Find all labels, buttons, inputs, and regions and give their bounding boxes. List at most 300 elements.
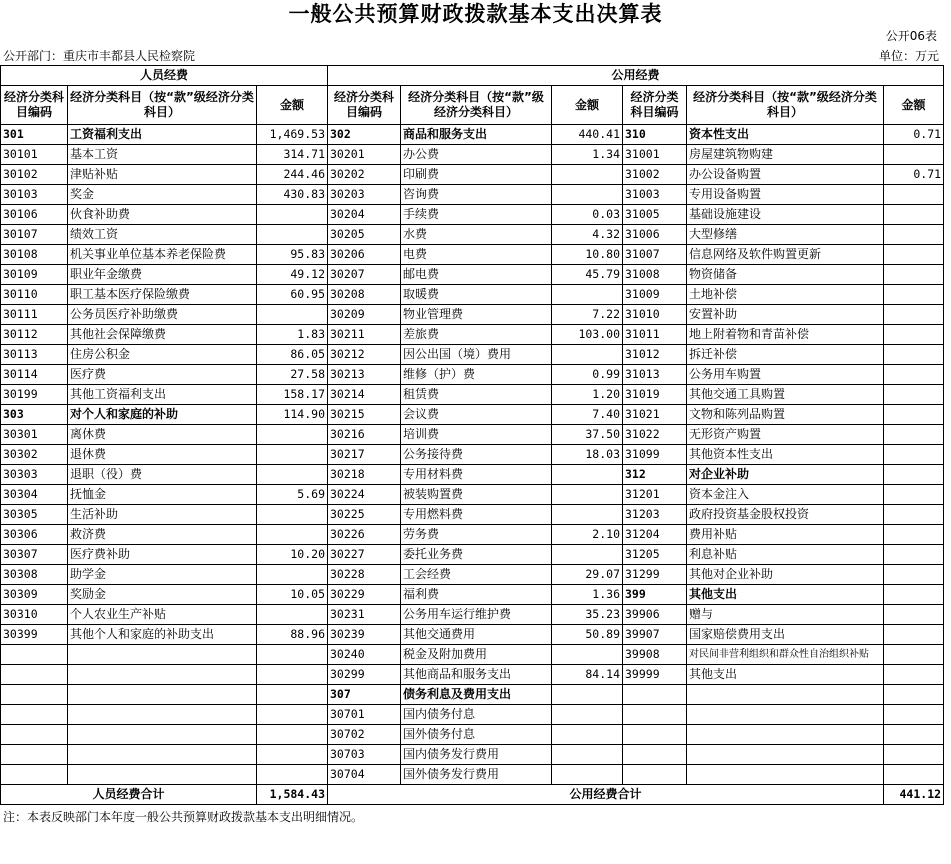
public-a-amount-cell: 1.36	[552, 585, 623, 605]
personnel-code-cell: 30101	[1, 145, 68, 165]
public-b-code-cell: 31010	[623, 305, 687, 325]
public-a-code-cell: 30214	[328, 385, 401, 405]
public-a-amount-cell: 29.07	[552, 565, 623, 585]
header-code: 经济分类科目编码	[623, 86, 687, 125]
personnel-code-cell: 30310	[1, 605, 68, 625]
table-row	[1, 365, 944, 385]
public-b-name-cell	[687, 705, 884, 725]
public-b-name-cell: 专用设备购置	[687, 185, 884, 205]
public-b-code-cell: 31022	[623, 425, 687, 445]
table-row	[1, 405, 944, 425]
public-a-name-cell: 公务用车运行维护费	[401, 605, 552, 625]
public-a-name-cell: 国内债务付息	[401, 705, 552, 725]
public-a-code-cell: 30703	[328, 745, 401, 765]
public-b-name-cell: 物资储备	[687, 265, 884, 285]
table-row	[1, 465, 944, 485]
personnel-code-cell: 30307	[1, 545, 68, 565]
public-b-code-cell	[623, 745, 687, 765]
personnel-amount-cell	[257, 465, 328, 485]
totals-row	[1, 785, 944, 805]
personnel-amount-cell	[257, 505, 328, 525]
public-b-amount-cell	[884, 405, 944, 425]
public-a-amount-cell	[552, 185, 623, 205]
personnel-code-cell: 30107	[1, 225, 68, 245]
public-a-amount-cell: 4.32	[552, 225, 623, 245]
personnel-amount-cell	[257, 205, 328, 225]
public-a-amount-cell	[552, 745, 623, 765]
public-b-amount-cell	[884, 445, 944, 465]
public-a-name-cell: 会议费	[401, 405, 552, 425]
personnel-amount-cell: 27.58	[257, 365, 328, 385]
public-a-name-cell: 维修（护）费	[401, 365, 552, 385]
personnel-name-cell: 抚恤金	[68, 485, 257, 505]
table-row	[1, 565, 944, 585]
public-a-name-cell: 国外债务付息	[401, 725, 552, 745]
public-a-name-cell: 委托业务费	[401, 545, 552, 565]
header-code: 经济分类科目编码	[1, 86, 68, 125]
table-row	[1, 665, 944, 685]
personnel-name-cell: 伙食补助费	[68, 205, 257, 225]
table-row	[1, 765, 944, 785]
public-a-name-cell: 商品和服务支出	[401, 125, 552, 145]
personnel-name-cell: 工资福利支出	[68, 125, 257, 145]
public-a-code-cell: 30204	[328, 205, 401, 225]
public-b-code-cell: 39906	[623, 605, 687, 625]
public-b-code-cell: 31019	[623, 385, 687, 405]
public-b-code-cell: 31009	[623, 285, 687, 305]
public-b-amount-cell	[884, 745, 944, 765]
public-a-name-cell: 培训费	[401, 425, 552, 445]
header-name: 经济分类科目（按“款”级经济分类科目）	[68, 86, 257, 125]
personnel-code-cell: 30110	[1, 285, 68, 305]
table-row	[1, 305, 944, 325]
personnel-code-cell: 30108	[1, 245, 68, 265]
public-a-code-cell: 30216	[328, 425, 401, 445]
public-b-amount-cell	[884, 705, 944, 725]
public-b-amount-cell	[884, 345, 944, 365]
public-b-amount-cell	[884, 385, 944, 405]
public-a-name-cell: 邮电费	[401, 265, 552, 285]
personnel-amount-cell	[257, 745, 328, 765]
expenditure-table	[0, 65, 944, 805]
public-b-code-cell: 312	[623, 465, 687, 485]
public-b-name-cell: 其他交通工具购置	[687, 385, 884, 405]
table-row	[1, 545, 944, 565]
public-b-name-cell: 资本金注入	[687, 485, 884, 505]
public-b-amount-cell	[884, 465, 944, 485]
personnel-code-cell: 30399	[1, 625, 68, 645]
public-b-amount-cell	[884, 645, 944, 665]
public-a-code-cell: 30701	[328, 705, 401, 725]
personnel-amount-cell	[257, 725, 328, 745]
public-b-name-cell	[687, 725, 884, 745]
public-b-amount-cell	[884, 225, 944, 245]
personnel-name-cell: 退职（役）费	[68, 465, 257, 485]
public-a-amount-cell: 7.40	[552, 405, 623, 425]
personnel-name-cell: 住房公积金	[68, 345, 257, 365]
table-row	[1, 585, 944, 605]
public-b-name-cell: 大型修缮	[687, 225, 884, 245]
personnel-amount-cell: 1.83	[257, 325, 328, 345]
public-a-amount-cell: 50.89	[552, 625, 623, 645]
personnel-amount-cell	[257, 665, 328, 685]
public-b-name-cell: 办公设备购置	[687, 165, 884, 185]
public-a-code-cell: 30299	[328, 665, 401, 685]
header-name: 经济分类科目（按“款”级经济分类科目）	[687, 86, 884, 125]
table-row	[1, 345, 944, 365]
section-public: 公用经费	[328, 66, 944, 86]
table-row	[1, 445, 944, 465]
public-b-amount-cell	[884, 325, 944, 345]
public-a-amount-cell	[552, 685, 623, 705]
public-b-code-cell	[623, 765, 687, 785]
public-a-name-cell: 差旅费	[401, 325, 552, 345]
public-b-name-cell	[687, 685, 884, 705]
personnel-code-cell: 30302	[1, 445, 68, 465]
public-b-name-cell: 其他支出	[687, 665, 884, 685]
public-b-code-cell: 39908	[623, 645, 687, 665]
personnel-name-cell: 个人农业生产补贴	[68, 605, 257, 625]
personnel-code-cell: 30306	[1, 525, 68, 545]
public-a-amount-cell	[552, 705, 623, 725]
table-row	[1, 125, 944, 145]
personnel-name-cell: 医疗费补助	[68, 545, 257, 565]
public-b-name-cell: 基础设施建设	[687, 205, 884, 225]
header-name: 经济分类科目（按“款”级经济分类科目）	[401, 86, 552, 125]
public-b-code-cell: 39999	[623, 665, 687, 685]
public-b-code-cell: 31002	[623, 165, 687, 185]
personnel-name-cell: 其他个人和家庭的补助支出	[68, 625, 257, 645]
public-a-amount-cell	[552, 285, 623, 305]
public-b-code-cell: 31006	[623, 225, 687, 245]
public-b-name-cell: 其他对企业补助	[687, 565, 884, 585]
public-b-name-cell: 利息补贴	[687, 545, 884, 565]
public-a-amount-cell	[552, 465, 623, 485]
personnel-code-cell: 30103	[1, 185, 68, 205]
public-a-amount-cell: 37.50	[552, 425, 623, 445]
personnel-code-cell: 30309	[1, 585, 68, 605]
table-row	[1, 525, 944, 545]
public-a-amount-cell: 103.00	[552, 325, 623, 345]
table-row	[1, 265, 944, 285]
table-row	[1, 225, 944, 245]
public-b-name-cell: 地上附着物和青苗补偿	[687, 325, 884, 345]
public-a-name-cell: 专用材料费	[401, 465, 552, 485]
personnel-total-amount: 1,584.43	[257, 785, 328, 805]
column-header-row	[1, 86, 944, 125]
public-b-amount-cell	[884, 665, 944, 685]
public-b-code-cell: 31003	[623, 185, 687, 205]
public-a-name-cell: 物业管理费	[401, 305, 552, 325]
public-b-name-cell: 费用补贴	[687, 525, 884, 545]
table-row	[1, 625, 944, 645]
public-a-amount-cell	[552, 645, 623, 665]
public-b-amount-cell	[884, 265, 944, 285]
public-a-code-cell: 30226	[328, 525, 401, 545]
public-a-name-cell: 电费	[401, 245, 552, 265]
personnel-name-cell: 奖励金	[68, 585, 257, 605]
personnel-code-cell: 30199	[1, 385, 68, 405]
public-b-name-cell	[687, 765, 884, 785]
public-b-code-cell: 31204	[623, 525, 687, 545]
table-row	[1, 745, 944, 765]
public-b-name-cell: 信息网络及软件购置更新	[687, 245, 884, 265]
public-a-name-cell: 税金及附加费用	[401, 645, 552, 665]
public-a-name-cell: 国内债务发行费用	[401, 745, 552, 765]
public-b-amount-cell	[884, 305, 944, 325]
public-b-amount-cell: 0.71	[884, 165, 944, 185]
personnel-amount-cell	[257, 645, 328, 665]
public-b-code-cell: 31008	[623, 265, 687, 285]
table-row	[1, 425, 944, 445]
public-b-name-cell: 文物和陈列品购置	[687, 405, 884, 425]
public-a-code-cell: 30224	[328, 485, 401, 505]
personnel-name-cell: 职工基本医疗保险缴费	[68, 285, 257, 305]
personnel-code-cell	[1, 765, 68, 785]
personnel-name-cell: 离休费	[68, 425, 257, 445]
public-b-amount-cell	[884, 565, 944, 585]
public-a-name-cell: 因公出国（境）费用	[401, 345, 552, 365]
personnel-amount-cell: 244.46	[257, 165, 328, 185]
public-a-amount-cell: 18.03	[552, 445, 623, 465]
public-b-code-cell: 31012	[623, 345, 687, 365]
personnel-amount-cell	[257, 225, 328, 245]
public-b-code-cell: 31013	[623, 365, 687, 385]
personnel-code-cell: 303	[1, 405, 68, 425]
public-a-amount-cell: 84.14	[552, 665, 623, 685]
personnel-amount-cell: 86.05	[257, 345, 328, 365]
public-b-amount-cell	[884, 525, 944, 545]
public-b-amount-cell	[884, 245, 944, 265]
personnel-code-cell: 30114	[1, 365, 68, 385]
public-a-code-cell: 30218	[328, 465, 401, 485]
personnel-code-cell	[1, 645, 68, 665]
public-a-amount-cell: 10.80	[552, 245, 623, 265]
public-a-name-cell: 租赁费	[401, 385, 552, 405]
public-b-code-cell: 31299	[623, 565, 687, 585]
personnel-code-cell	[1, 705, 68, 725]
public-a-code-cell: 30227	[328, 545, 401, 565]
unit-label: 单位：万元	[878, 49, 939, 63]
public-b-code-cell: 31203	[623, 505, 687, 525]
personnel-amount-cell	[257, 605, 328, 625]
table-row	[1, 185, 944, 205]
public-a-code-cell: 30211	[328, 325, 401, 345]
public-b-name-cell: 对民间非营利组织和群众性自治组织补贴	[687, 645, 884, 665]
header-amount: 金额	[552, 86, 623, 125]
personnel-code-cell: 30102	[1, 165, 68, 185]
public-b-amount-cell	[884, 365, 944, 385]
public-a-name-cell: 福利费	[401, 585, 552, 605]
personnel-amount-cell	[257, 565, 328, 585]
personnel-name-cell: 基本工资	[68, 145, 257, 165]
public-a-code-cell: 30212	[328, 345, 401, 365]
section-personnel: 人员经费	[1, 66, 328, 86]
public-b-name-cell: 对企业补助	[687, 465, 884, 485]
personnel-amount-cell	[257, 685, 328, 705]
personnel-amount-cell	[257, 425, 328, 445]
public-b-code-cell: 39907	[623, 625, 687, 645]
public-a-code-cell: 30231	[328, 605, 401, 625]
personnel-amount-cell: 49.12	[257, 265, 328, 285]
public-a-code-cell: 30239	[328, 625, 401, 645]
public-b-code-cell	[623, 685, 687, 705]
personnel-code-cell: 30111	[1, 305, 68, 325]
personnel-code-cell	[1, 745, 68, 765]
personnel-code-cell: 30304	[1, 485, 68, 505]
public-a-amount-cell	[552, 345, 623, 365]
table-row	[1, 485, 944, 505]
public-a-amount-cell	[552, 165, 623, 185]
public-a-code-cell: 30209	[328, 305, 401, 325]
personnel-code-cell	[1, 665, 68, 685]
footnote: 注：本表反映部门本年度一般公共预算财政拨款基本支出明细情况。	[3, 810, 364, 824]
table-row	[1, 245, 944, 265]
public-b-amount-cell	[884, 145, 944, 165]
public-b-amount-cell	[884, 725, 944, 745]
public-b-name-cell: 公务用车购置	[687, 365, 884, 385]
personnel-name-cell	[68, 665, 257, 685]
personnel-amount-cell: 60.95	[257, 285, 328, 305]
public-a-code-cell: 302	[328, 125, 401, 145]
table-row	[1, 605, 944, 625]
public-a-code-cell: 30202	[328, 165, 401, 185]
personnel-name-cell: 生活补助	[68, 505, 257, 525]
personnel-name-cell: 公务员医疗补助缴费	[68, 305, 257, 325]
personnel-name-cell: 其他工资福利支出	[68, 385, 257, 405]
personnel-name-cell: 津贴补贴	[68, 165, 257, 185]
public-a-name-cell: 专用燃料费	[401, 505, 552, 525]
header-code: 经济分类科目编码	[328, 86, 401, 125]
personnel-name-cell	[68, 685, 257, 705]
table-row	[1, 645, 944, 665]
public-b-code-cell: 31001	[623, 145, 687, 165]
public-b-name-cell	[687, 745, 884, 765]
public-b-name-cell: 政府投资基金股权投资	[687, 505, 884, 525]
public-b-code-cell	[623, 705, 687, 725]
public-a-name-cell: 债务利息及费用支出	[401, 685, 552, 705]
public-b-code-cell: 31005	[623, 205, 687, 225]
public-b-amount-cell	[884, 285, 944, 305]
table-row	[1, 145, 944, 165]
personnel-amount-cell: 430.83	[257, 185, 328, 205]
personnel-name-cell: 机关事业单位基本养老保险费	[68, 245, 257, 265]
personnel-code-cell: 301	[1, 125, 68, 145]
personnel-name-cell: 对个人和家庭的补助	[68, 405, 257, 425]
personnel-amount-cell: 114.90	[257, 405, 328, 425]
personnel-name-cell	[68, 705, 257, 725]
personnel-amount-cell: 88.96	[257, 625, 328, 645]
public-b-amount-cell	[884, 485, 944, 505]
public-a-amount-cell: 45.79	[552, 265, 623, 285]
public-b-amount-cell: 0.71	[884, 125, 944, 145]
table-row	[1, 705, 944, 725]
personnel-code-cell: 30301	[1, 425, 68, 445]
public-a-code-cell: 30225	[328, 505, 401, 525]
public-a-code-cell: 30207	[328, 265, 401, 285]
public-a-code-cell: 307	[328, 685, 401, 705]
public-b-code-cell	[623, 725, 687, 745]
public-a-amount-cell: 2.10	[552, 525, 623, 545]
personnel-amount-cell: 314.71	[257, 145, 328, 165]
public-a-name-cell: 手续费	[401, 205, 552, 225]
public-b-amount-cell	[884, 625, 944, 645]
public-a-name-cell: 印刷费	[401, 165, 552, 185]
public-b-code-cell: 31201	[623, 485, 687, 505]
public-a-amount-cell: 440.41	[552, 125, 623, 145]
personnel-name-cell: 职业年金缴费	[68, 265, 257, 285]
personnel-code-cell	[1, 685, 68, 705]
public-b-code-cell: 31011	[623, 325, 687, 345]
personnel-name-cell	[68, 765, 257, 785]
personnel-amount-cell	[257, 305, 328, 325]
personnel-name-cell: 医疗费	[68, 365, 257, 385]
section-header-row	[1, 66, 944, 86]
public-a-code-cell: 30217	[328, 445, 401, 465]
public-a-code-cell: 30704	[328, 765, 401, 785]
public-a-code-cell: 30203	[328, 185, 401, 205]
public-a-amount-cell	[552, 765, 623, 785]
personnel-amount-cell	[257, 445, 328, 465]
public-a-amount-cell	[552, 725, 623, 745]
public-a-amount-cell: 0.99	[552, 365, 623, 385]
table-row	[1, 325, 944, 345]
public-b-amount-cell	[884, 185, 944, 205]
public-b-name-cell: 房屋建筑物购建	[687, 145, 884, 165]
personnel-code-cell: 30109	[1, 265, 68, 285]
public-b-amount-cell	[884, 505, 944, 525]
public-b-code-cell: 31021	[623, 405, 687, 425]
personnel-name-cell	[68, 645, 257, 665]
public-a-amount-cell: 1.34	[552, 145, 623, 165]
header-amount: 金额	[884, 86, 944, 125]
personnel-amount-cell: 5.69	[257, 485, 328, 505]
public-total-amount: 441.12	[884, 785, 944, 805]
public-b-name-cell: 拆迁补偿	[687, 345, 884, 365]
page-title: 一般公共预算财政拨款基本支出决算表	[288, 2, 663, 26]
table-row	[1, 725, 944, 745]
public-b-name-cell: 其他资本性支出	[687, 445, 884, 465]
public-b-amount-cell	[884, 205, 944, 225]
personnel-name-cell: 绩效工资	[68, 225, 257, 245]
public-a-code-cell: 30206	[328, 245, 401, 265]
public-a-name-cell: 国外债务发行费用	[401, 765, 552, 785]
table-row	[1, 205, 944, 225]
public-a-name-cell: 咨询费	[401, 185, 552, 205]
personnel-code-cell: 30303	[1, 465, 68, 485]
personnel-name-cell: 救济费	[68, 525, 257, 545]
personnel-amount-cell: 158.17	[257, 385, 328, 405]
public-total-label: 公用经费合计	[328, 785, 884, 805]
public-a-amount-cell	[552, 545, 623, 565]
personnel-amount-cell: 10.20	[257, 545, 328, 565]
public-a-name-cell: 其他商品和服务支出	[401, 665, 552, 685]
public-a-code-cell: 30702	[328, 725, 401, 745]
public-a-name-cell: 水费	[401, 225, 552, 245]
personnel-code-cell	[1, 725, 68, 745]
public-b-name-cell: 赠与	[687, 605, 884, 625]
public-b-code-cell: 310	[623, 125, 687, 145]
public-a-code-cell: 30215	[328, 405, 401, 425]
personnel-amount-cell	[257, 525, 328, 545]
public-b-amount-cell	[884, 605, 944, 625]
public-b-code-cell: 31205	[623, 545, 687, 565]
public-a-code-cell: 30213	[328, 365, 401, 385]
public-a-amount-cell: 35.23	[552, 605, 623, 625]
personnel-amount-cell: 95.83	[257, 245, 328, 265]
public-a-name-cell: 办公费	[401, 145, 552, 165]
public-a-amount-cell: 1.20	[552, 385, 623, 405]
